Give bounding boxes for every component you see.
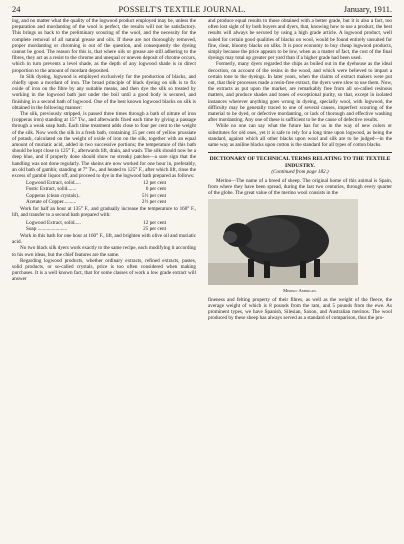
recipe-row: Fustic Extract, solid....... 6 per cent bbox=[26, 186, 166, 193]
dictionary-entry-merino: Merino—The name of a breed of sheep. The original home of this animal is Spain, from where they have been spread, during the last two centuries, through every quarter of the globe. The great value of the merino wool consists in the bbox=[208, 177, 392, 197]
dye-recipe-2 bbox=[26, 220, 166, 232]
page-header bbox=[12, 5, 392, 17]
recipe-row: Acetate of Copper.......... 2½ per cent bbox=[26, 198, 166, 205]
paragraph: Formerly, many dyers regarded the chips as boiled out in the dyehouse as the ideal decoction, on account of the resins in the wood, and which were believed to impart a certain tone to the dyeings. In later years, when the claims of extract makers were put out, that their processes made a resin-free extract, the dyers were slow to use them. Now, the extracts as put upon the market, are remarkably free from all so-called resinous matters, and produce shades and tones of exceptional purity, so that, except in isolated instances wherever anything goes wrong in dyeing, specially wool, with logwood, the difficulty may be generally traced to one of several causes, imperfect scouring of the material to be dyed, or defective mordanting, or lack of thorough and effective washing after mordanting. Any one of these is sufficient to be the cause of defective results. bbox=[208, 61, 392, 124]
paragraph: fineness and felting property of their fibres, as well as the weight of the fleece, the average weight of which is 8 pounds from the ram, and 5 pounds from the ewe. As prominent types, we have Spanish, Silesian, Saxon, and Australian merinos. The wool produced by these sheep has always served as a standard of comparison, thus the pro- bbox=[208, 296, 392, 322]
right-column bbox=[208, 18, 392, 540]
figure-caption: Merino: American. bbox=[283, 288, 317, 294]
merino-sheep-illustration bbox=[208, 199, 358, 285]
recipe-row: Copperas (clean crystals).. 5½ per cent bbox=[26, 192, 166, 199]
paragraph: and produce equal results to those obtained with a better grade, but it is also a fact, too often lost sight of by both buyers and dyers, that, knowing how to use a product, the best results will always be secured by using a high grade article. A logwood product, well suited for certain good qualities of blacks on wool, would be found entirely unsuited for fine, clear, bloomy blacks on silks. It is poor economy to buy cheap logwood products, simply because the price appears to be low, when as a matter of fact, the cost of the final dyeings may total up greater per yard than if a higher grade had been used. bbox=[208, 18, 392, 62]
paragraph: Work for half an hour at 135° F., and gradually increase the temperature to 160° F., lift, and transfer to a second bath prepared with: bbox=[12, 206, 196, 219]
journal-title: POSSELT'S TEXTILE JOURNAL. bbox=[118, 5, 246, 14]
dye-recipe-1 bbox=[26, 180, 166, 205]
section-divider bbox=[208, 152, 392, 153]
paragraph: ing, and no matter what the quality of the logwood product employed may be, unless the preparation and mordanting of the wool is perfect, the results will not be satisfactory. This brings us back to the preliminary scouring of the wool, and the necessity for the complete removal of all natural grease and oils. If these are not thoroughly removed, proper mordanting or chroming is out of the question, and consequently the dyeing cannot be good. The reason for this is, that where oils or grease are still adhering to the fibres, they act as a resist to the chrome and unequal or uneven deposit of chrome occurs, which in turn prevents a level shade, as the depth of any logwood shade is in direct proportion to the amount of mordant deposited. bbox=[12, 18, 196, 74]
recipe-row: Logwood Extract, solid..... 12 per cent bbox=[26, 180, 166, 187]
left-column bbox=[12, 18, 196, 540]
recipe-row: Soap ....................... 25 per cent bbox=[26, 225, 166, 232]
paragraph: The silk, previously stripped, is passed three times through a bath of nitrate of iron (copperas iron) standing at 15° Tw., and afterwards fixed each time by giving a passage through a weak soap bath. Each time treatment adds close to four per cent to the weight of the silk. Now work the silk in a fresh bath, containing 15 per cent of yellow prussiate of potash, calculated on the weight of oxide of iron on the silk, together with an equal amount of muriatic acid, added in two successive portions; the temperature of this bath should be kept close to 125° F., afterwards lift, drain, and wash. The silk should now be a deep blue, and if properly done should show no streaky patches—a sure sign that the handling was not done regularly. The skeins are now worked for one hour in, preferably, an old bath of gambir, standing at 7° Tw., and heated to 125° F., after which lift, rinse the excess of gambir liquor off, and proceed to dye in the logwood bath prepared as follows: bbox=[12, 111, 196, 180]
page-number: 24 bbox=[12, 5, 21, 14]
paragraph: In Silk dyeing, logwood is employed exclusively for the production of blacks, and chiefly upon a mordant of iron. The broad principle of black dyeing on silk is to fix oxide of iron on the fibre by any suitable means, and then dye the silk so treated by working in the logwood bath just under the boil until a good body is secured, and finishing in a second bath of logwood. One of the best known logwood blacks on silk is obtained in the following manner: bbox=[12, 73, 196, 111]
issue-date: January, 1911. bbox=[343, 5, 392, 14]
recipe-row: Logwood Extract, solid..... 12 per cent bbox=[26, 219, 166, 226]
paragraph: No two black silk dyers work exactly to the same recipe, each modifying it according to his own ideas, but the chief features are the same. bbox=[12, 245, 196, 258]
paragraph: While no one can say what the future has for us in the way of new colors or substitutes for old ones, yet it is safe to rely for a long time upon logwood, as being the standard, against which all other blacks upon wool and silk are to be judged—in the same way as aniline blacks upon cotton is the standard for all types of cotton blacks. bbox=[208, 123, 392, 149]
paragraph: Regarding logwood products, whether ordinary extracts, refined extracts, pastes, solid products, or so-called crystals, price is too often considered when making purchases. It is a well known fact, that for some classes of work a low grade extract will answer bbox=[12, 257, 196, 283]
section-continued-note: (Continued from page 182.) bbox=[271, 169, 329, 176]
section-title: DICTIONARY OF TECHNICAL TERMS RELATING TO THE TEXTILE INDUSTRY. bbox=[209, 156, 391, 169]
paragraph: Work in this bath for one hour at 160° F., lift, and brighten with olive oil and muriatic acid. bbox=[12, 232, 196, 246]
